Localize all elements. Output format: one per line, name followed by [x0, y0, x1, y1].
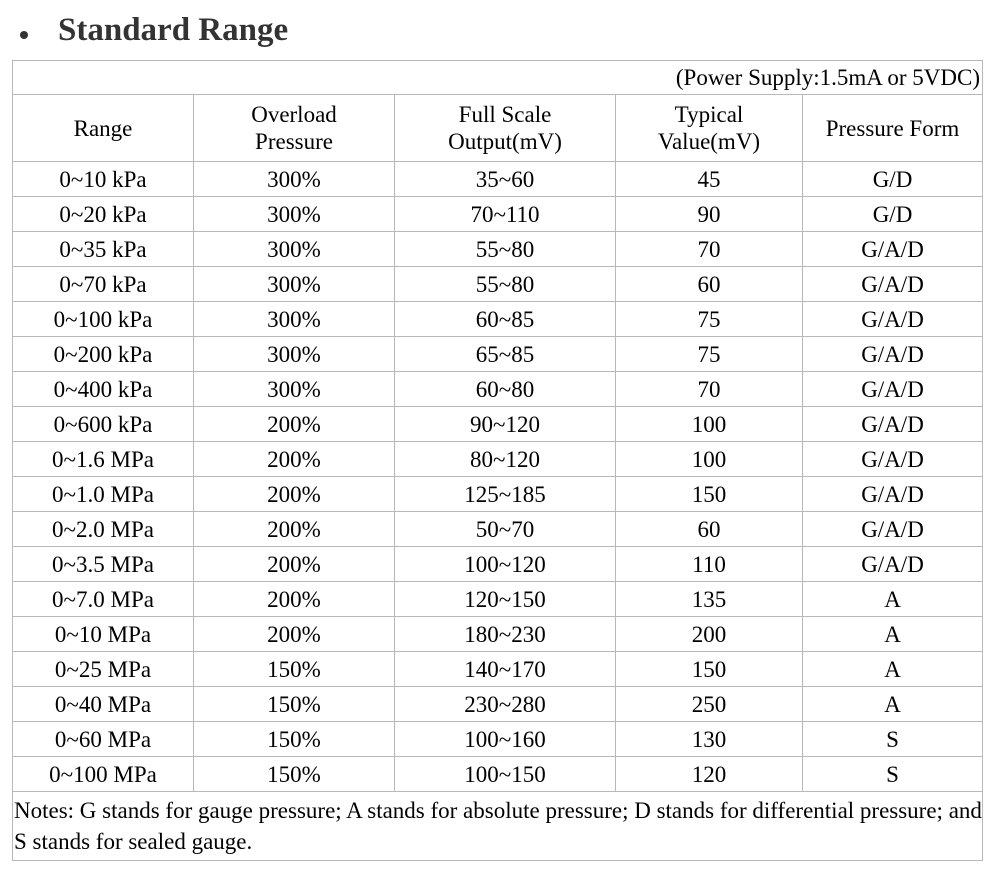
- table-row: [13, 687, 983, 722]
- cell-fso: 60~85: [395, 302, 616, 337]
- cell-overload: 300%: [194, 337, 395, 372]
- table-row: [13, 652, 983, 687]
- cell-range: 0~10 kPa: [13, 162, 194, 197]
- cell-overload: 300%: [194, 372, 395, 407]
- cell-range: 0~35 kPa: [13, 232, 194, 267]
- cell-overload: 150%: [194, 652, 395, 687]
- cell-typical: 110: [616, 547, 803, 582]
- cell-range: 0~1.0 MPa: [13, 477, 194, 512]
- table-row: [13, 477, 983, 512]
- cell-form: A: [803, 652, 983, 687]
- table-row: [13, 617, 983, 652]
- header-fso-line-2: Output(mV): [448, 129, 562, 154]
- cell-form: G/D: [803, 197, 983, 232]
- cell-typical: 130: [616, 722, 803, 757]
- cell-typical: 135: [616, 582, 803, 617]
- header-overload-line-1: Overload: [251, 102, 337, 127]
- cell-fso: 100~120: [395, 547, 616, 582]
- cell-typical: 70: [616, 232, 803, 267]
- section-title: Standard Range: [58, 11, 289, 48]
- table-row: [13, 407, 983, 442]
- cell-range: 0~2.0 MPa: [13, 512, 194, 547]
- cell-form: G/A/D: [803, 477, 983, 512]
- cell-typical: 60: [616, 267, 803, 302]
- cell-fso: 100~150: [395, 757, 616, 792]
- header-typical-value: [616, 95, 803, 162]
- cell-typical: 45: [616, 162, 803, 197]
- cell-typical: 100: [616, 442, 803, 477]
- cell-form: A: [803, 687, 983, 722]
- cell-fso: 65~85: [395, 337, 616, 372]
- cell-overload: 200%: [194, 582, 395, 617]
- cell-fso: 55~80: [395, 232, 616, 267]
- standard-range-table: [12, 60, 983, 861]
- cell-typical: 150: [616, 652, 803, 687]
- table-row: [13, 547, 983, 582]
- header-typical-line-1: Typical: [674, 102, 744, 127]
- notes-text: Notes: G stands for gauge pressure; A stands for absolute pressure; D stands for differential pressure; and S stands for sealed gauge.: [13, 792, 983, 861]
- cell-overload: 200%: [194, 547, 395, 582]
- cell-form: S: [803, 722, 983, 757]
- cell-form: G/A/D: [803, 547, 983, 582]
- cell-fso: 35~60: [395, 162, 616, 197]
- cell-range: 0~70 kPa: [13, 267, 194, 302]
- cell-range: 0~400 kPa: [13, 372, 194, 407]
- table-row: [13, 512, 983, 547]
- cell-typical: 75: [616, 337, 803, 372]
- cell-typical: 90: [616, 197, 803, 232]
- table-row: [13, 162, 983, 197]
- cell-range: 0~100 kPa: [13, 302, 194, 337]
- cell-fso: 80~120: [395, 442, 616, 477]
- cell-overload: 150%: [194, 687, 395, 722]
- cell-fso: 230~280: [395, 687, 616, 722]
- cell-range: 0~100 MPa: [13, 757, 194, 792]
- cell-fso: 125~185: [395, 477, 616, 512]
- header-overload-line-2: Pressure: [255, 129, 333, 154]
- cell-typical: 200: [616, 617, 803, 652]
- cell-overload: 200%: [194, 442, 395, 477]
- cell-form: G/A/D: [803, 232, 983, 267]
- cell-form: S: [803, 757, 983, 792]
- cell-range: 0~7.0 MPa: [13, 582, 194, 617]
- cell-range: 0~40 MPa: [13, 687, 194, 722]
- cell-form: G/A/D: [803, 407, 983, 442]
- cell-overload: 300%: [194, 197, 395, 232]
- cell-typical: 250: [616, 687, 803, 722]
- cell-fso: 180~230: [395, 617, 616, 652]
- header-range: Range: [13, 95, 194, 162]
- cell-typical: 70: [616, 372, 803, 407]
- cell-fso: 60~80: [395, 372, 616, 407]
- cell-range: 0~3.5 MPa: [13, 547, 194, 582]
- table-row: [13, 442, 983, 477]
- table-row: [13, 302, 983, 337]
- table-row: [13, 582, 983, 617]
- cell-range: 0~200 kPa: [13, 337, 194, 372]
- cell-form: G/A/D: [803, 302, 983, 337]
- cell-fso: 90~120: [395, 407, 616, 442]
- table-row: [13, 722, 983, 757]
- table-row: [13, 757, 983, 792]
- cell-overload: 200%: [194, 617, 395, 652]
- cell-fso: 120~150: [395, 582, 616, 617]
- cell-overload: 200%: [194, 477, 395, 512]
- cell-overload: 300%: [194, 267, 395, 302]
- cell-fso: 100~160: [395, 722, 616, 757]
- cell-form: G/A/D: [803, 442, 983, 477]
- cell-form: A: [803, 582, 983, 617]
- cell-range: 0~600 kPa: [13, 407, 194, 442]
- table-row: [13, 197, 983, 232]
- table-row: [13, 337, 983, 372]
- cell-range: 0~20 kPa: [13, 197, 194, 232]
- cell-form: G/A/D: [803, 267, 983, 302]
- table-row: [13, 267, 983, 302]
- cell-typical: 60: [616, 512, 803, 547]
- cell-overload: 200%: [194, 407, 395, 442]
- cell-range: 0~60 MPa: [13, 722, 194, 757]
- cell-range: 0~10 MPa: [13, 617, 194, 652]
- table-row: [13, 232, 983, 267]
- table-body: [13, 61, 983, 861]
- cell-fso: 55~80: [395, 267, 616, 302]
- header-pressure-form: Pressure Form: [803, 95, 983, 162]
- power-supply-note: (Power Supply:1.5mA or 5VDC): [13, 61, 983, 95]
- cell-form: G/D: [803, 162, 983, 197]
- cell-typical: 150: [616, 477, 803, 512]
- cell-range: 0~25 MPa: [13, 652, 194, 687]
- cell-overload: 300%: [194, 162, 395, 197]
- header-typical-line-2: Value(mV): [657, 129, 761, 154]
- cell-form: G/A/D: [803, 372, 983, 407]
- header-overload-pressure: [194, 95, 395, 162]
- cell-overload: 200%: [194, 512, 395, 547]
- table-row: [13, 372, 983, 407]
- cell-typical: 120: [616, 757, 803, 792]
- cell-form: G/A/D: [803, 337, 983, 372]
- cell-overload: 300%: [194, 302, 395, 337]
- cell-form: A: [803, 617, 983, 652]
- cell-fso: 70~110: [395, 197, 616, 232]
- header-row: [13, 95, 983, 162]
- cell-range: 0~1.6 MPa: [13, 442, 194, 477]
- cell-overload: 150%: [194, 722, 395, 757]
- bullet-icon: [20, 31, 28, 39]
- cell-overload: 300%: [194, 232, 395, 267]
- notes-row: [13, 792, 983, 861]
- header-fso-line-1: Full Scale: [458, 102, 552, 127]
- header-full-scale-output: [395, 95, 616, 162]
- cell-typical: 100: [616, 407, 803, 442]
- cell-typical: 75: [616, 302, 803, 337]
- section-heading: [14, 6, 288, 54]
- cell-overload: 150%: [194, 757, 395, 792]
- power-supply-row: [13, 61, 983, 95]
- cell-fso: 140~170: [395, 652, 616, 687]
- cell-fso: 50~70: [395, 512, 616, 547]
- cell-form: G/A/D: [803, 512, 983, 547]
